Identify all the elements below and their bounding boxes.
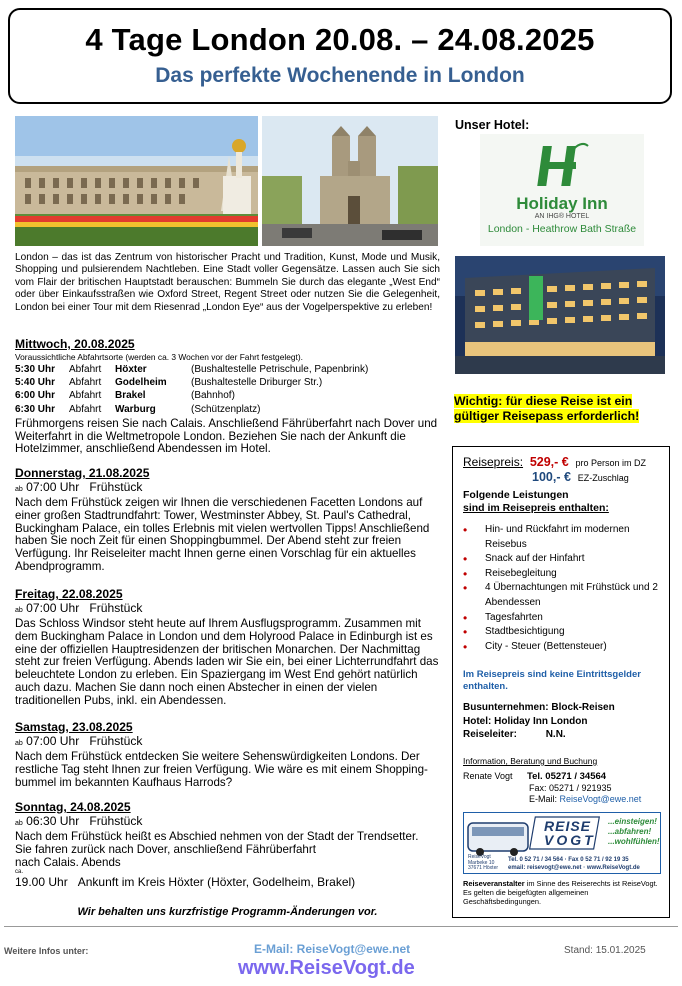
reisevogt-logo [463, 812, 661, 874]
sunday-ca: ca. [15, 869, 24, 876]
wednesday-text: Frühmorgens reisen Sie nach Calais. Anschließend Fährüberfahrt nach Dover und Weiterfahrt in die Weltmetropole London. Beziehen Sie nach der Ankunft die Hotelzimmer, anschließend Abendessen im Hotel. [15, 416, 438, 456]
departure-note: Voraussichtliche Abfahrtsorte (werden ca. 3 Wochen vor der Fahrt festgelegt). [15, 352, 303, 362]
logo-address: ReiseVogt Marbeke 10 37671 Höxter [468, 854, 499, 871]
footer-date: Stand: 15.01.2025 [564, 945, 646, 956]
company-info: Busunternehmen: Block-Reisen Hotel: Holiday Inn London Reiseleiter: N.N. [463, 702, 615, 740]
contact-email-link[interactable]: ReiseVogt@ewe.net [559, 794, 642, 804]
saturday-breakfast: ab 07:00 Uhr Frühstück [15, 734, 143, 748]
price-line: Reisepreis: 529,- € pro Person im DZ [463, 455, 647, 469]
logo-vogt: VOGT [544, 832, 596, 848]
page-subtitle: Das perfekte Wochenende in London [155, 64, 525, 87]
sunday-text-2: Sie fahren zurück nach Dover, anschließend Fährüberfahrt [15, 842, 316, 856]
saturday-text: Nach dem Frühstück entdecken Sie weitere Sehenswürdigkeiten Londons. Der restliche Tag steht Ihnen zur freien Verfügung. Wie wäre es mit einem Shopping-bummel im bekannten Kaufhaus Harrods? [15, 750, 428, 789]
passport-notice: Wichtig: für diese Reise ist ein gültiger Reisepass erforderlich! [454, 394, 640, 423]
services-heading: Folgende Leistungen sind im Reisepreis enthalten: [463, 489, 609, 514]
contact-heading: Information, Beratung und Buchung [463, 756, 598, 766]
holiday-inn-h-icon [532, 138, 592, 190]
logo-location: London - Heathrow Bath Straße [487, 223, 637, 235]
friday-title: Freitag, 22.08.2025 [15, 587, 123, 601]
thursday-text: Nach dem Frühstück zeigen wir Ihnen die verschiedenen Facetten Londons auf einer großen Stadtrundfahrt: Tower, Westminster Abbey, St. Paul's Cathedral, Buckingham Palace, ein tolles Erlebnis mit vielen wertvollen Tipps! Anschließend haben Sie noch Zeit für einen Shoppingbummel. Der Abend steht zur freien Verfügung. Ihr Reiseleiter macht Ihnen gerne einen Vorschlag für ein aktuelles Abendprogramm. [15, 496, 430, 573]
list-item: • Snack auf der Hinfahrt [463, 552, 663, 567]
footer-website[interactable]: www.ReiseVogt.de [238, 957, 415, 979]
departure-row: 5:30 Uhr Abfahrt Höxter (Bushaltestelle Petrischule, Papenbrink) [15, 364, 369, 375]
services-list [463, 523, 663, 654]
contact-tel: Tel. 05271 / 34564 [527, 771, 607, 782]
logo-brand: Holiday Inn [516, 194, 608, 213]
logo-contact: Tel. 0 52 71 / 34 564 · Fax 0 52 71 / 92 19 35 email: reisevogt@ewe.net · www.ReiseVogt.de [508, 857, 640, 871]
logo-reise: REISE [544, 818, 592, 834]
westminster-abbey-photo [262, 116, 438, 246]
contact-name: Renate Vogt [463, 771, 513, 781]
sunday-title: Sonntag, 24.08.2025 [15, 800, 131, 814]
logo-sub: AN IHG® HOTEL [534, 213, 590, 220]
thursday-title: Donnerstag, 21.08.2025 [15, 466, 150, 480]
wednesday-title: Mittwoch, 20.08.2025 [15, 337, 135, 351]
list-item: • Tagesfahrten [463, 611, 663, 626]
departure-row: 6:30 Uhr Abfahrt Warburg (Schützenplatz) [15, 403, 261, 415]
departure-row: 6:00 Uhr Abfahrt Brakel (Bahnhof) [15, 390, 235, 402]
thursday-breakfast: ab 07:00 Uhr Frühstück [15, 480, 143, 494]
list-item: • Hin- und Rückfahrt im modernen Reisebus [463, 523, 663, 552]
footer-email[interactable]: E-Mail: ReiseVogt@ewe.net [254, 942, 411, 956]
list-item: • City - Steuer (Bettensteuer) [463, 640, 663, 655]
list-item: • 4 Übernachtungen mit Frühstück und 2 Abendessen [463, 581, 663, 610]
sunday-breakfast: ab 06:30 Uhr Frühstück [15, 814, 143, 828]
page-title: 4 Tage London 20.08. – 24.08.2025 [85, 22, 595, 57]
sunday-text-1: Nach dem Frühstück heißt es Abschied nehmen von der Stadt der Trendsetter. [15, 830, 419, 843]
single-supplement: 100,- € EZ-Zuschlag [532, 470, 629, 484]
saturday-title: Samstag, 23.08.2025 [15, 720, 133, 734]
footer-more-info: Weitere Infos unter: [4, 946, 89, 956]
hotel-heading: Unser Hotel: [455, 118, 530, 132]
info-panel [452, 446, 670, 918]
sunday-arrival: 19.00 Uhr Ankunft im Kreis Höxter (Höxter, Godelheim, Brakel) [15, 875, 356, 890]
list-item: • Stadtbesichtigung [463, 625, 663, 640]
departure-table [15, 363, 440, 416]
logo-slogan: ...einsteigen! ...abfahren! ...wohlfühlen! [608, 817, 660, 846]
title-box [8, 8, 672, 104]
departure-row: 5:40 Uhr Abfahrt Godelheim (Bushaltestelle Driburger Str.) [15, 377, 323, 389]
friday-breakfast: ab 07:00 Uhr Frühstück [15, 601, 143, 615]
contact-fax: Fax: 05271 / 921935 [529, 783, 612, 793]
disclaimer: Wir behalten uns kurzfristige Programm-Änderungen vor. [77, 906, 378, 918]
friday-text: Das Schloss Windsor steht heute auf Ihrem Ausflugsprogramm. Zusammen mit dem Buckingham Palace in London und dem Holyrood Palace in Edinburgh ist es eine der offiziellen Hauptresidenzen der britischen Monarchen. Der Nachmittag steht zur freien Verfügung. Abends laden wir Sie ein, bei einer Lichterrundfahrt das beleuchtete London zu erleben. Ein Spaziergang im West End gehört natürlich auch dazu. Machen Sie dann noch einen Abstecher in einen der vielen traditionellen Pubs, inkl. ein Abendessen. [15, 617, 439, 707]
intro-text: London – das ist das Zentrum von historischer Pracht und Tradition, Kunst, Mode und Musik, Shopping und pulsierendem Nachtleben. Eine Stadt voller Gegensätze. Lassen auch Sie sich vom Flair der britischen Hauptstadt berauschen: Bummeln Sie durch das elegante „West End“ oder über Einkaufsstraßen wie Oxford Street, Regent Street oder nutzen Sie die Gelegenheit, London bei einer Tour mit dem Riesenrad „London Eye“ aus der Vogelperspektive zu erleben! [15, 252, 440, 313]
organizer-note: Reiseveranstalter im Sinne des Reiserechts ist ReiseVogt. Es gelten die beigefügten allgemeinen Geschäftsbedingungen. [463, 879, 658, 906]
contact-email: E-Mail: ReiseVogt@ewe.net [529, 794, 642, 804]
no-tickets-note: Im Reisepreis sind keine Eintrittsgelder enthalten. [463, 669, 641, 692]
list-item: • Reisebegleitung [463, 567, 663, 582]
buckingham-palace-photo [15, 116, 258, 246]
sunday-text-3: nach Calais. Abends [15, 855, 121, 869]
footer-divider [4, 926, 678, 927]
holiday-inn-logo [480, 134, 644, 246]
hotel-photo [455, 256, 665, 374]
